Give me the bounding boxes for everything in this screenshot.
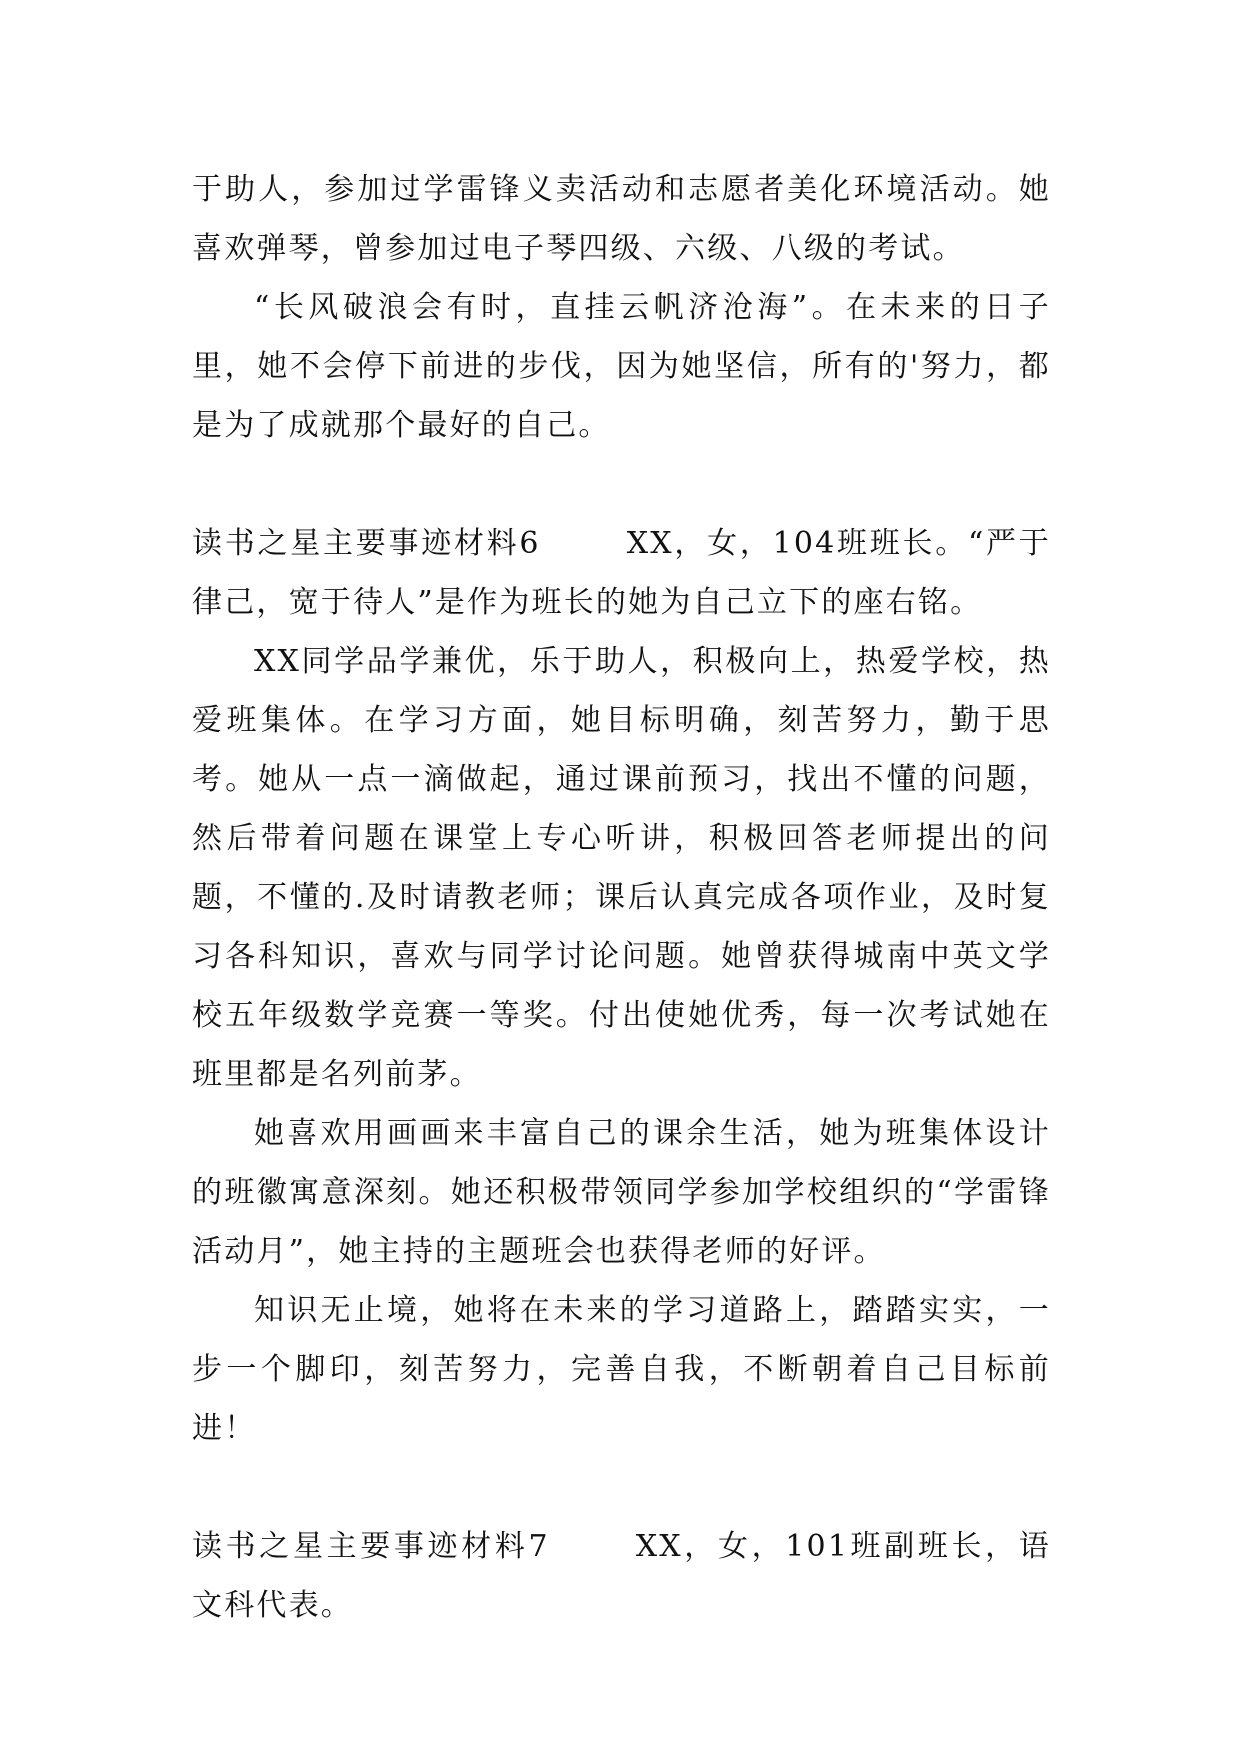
paragraph-future: 知识无止境，她将在未来的学习道路上，踏踏实实，一步一个脚印，刻苦努力，完善自我，不断朝着自己目标前进！ — [192, 1293, 1051, 1446]
section-7-lead: XX，女，101班副班长，语文科代表。 — [192, 1529, 1051, 1623]
paragraph-hobby: 她喜欢用画画来丰富自己的课余生活，她为班集体设计的班徽寓意深刻。她还积极带领同学参加学校组织的“学雷锋活动月”，她主持的主题班会也获得老师的好评。 — [192, 1116, 1051, 1269]
section-6-lead: XX，女，104班班长。“严于律己，宽于待人”是作为班长的她为自己立下的座右铭。 — [192, 526, 1051, 620]
paragraph-study: XX同学品学兼优，乐于助人，积极向上，热爱学校，热爱班集体。在学习方面，她目标明确，刻苦努力，勤于思考。她从一点一滴做起，通过课前预习，找出不懂的问题，然后带着问题在课堂上专心听讲，积极回答老师提出的问题，不懂的.及时请教老师；课后认真完成各项作业，及时复习各科知识，喜欢与同学讨论问题。她曾获得城南中英文学校五年级数学竞赛一等奖。付出使她优秀，每一次考试她在班里都是名列前茅。 — [192, 644, 1051, 1092]
section-gap — [192, 1458, 1051, 1517]
section-6-heading-paragraph — [192, 514, 1051, 632]
section-6-title: 读书之星主要事迹材料6 — [192, 526, 541, 561]
paragraph-quote: “长风破浪会有时，直挂云帆济沧海”。在未来的日子里，她不会停下前进的步伐，因为她坚信，所有的'努力，都是为了成就那个最好的自己。 — [192, 290, 1051, 443]
paragraph-continuation: 于助人，参加过学雷锋义卖活动和志愿者美化环境活动。她喜欢弹琴，曾参加过电子琴四级、六级、八级的考试。 — [192, 172, 1051, 266]
section-7-heading-paragraph — [192, 1517, 1051, 1635]
section-gap — [192, 455, 1051, 514]
section-7-title: 读书之星主要事迹材料7 — [192, 1529, 550, 1564]
